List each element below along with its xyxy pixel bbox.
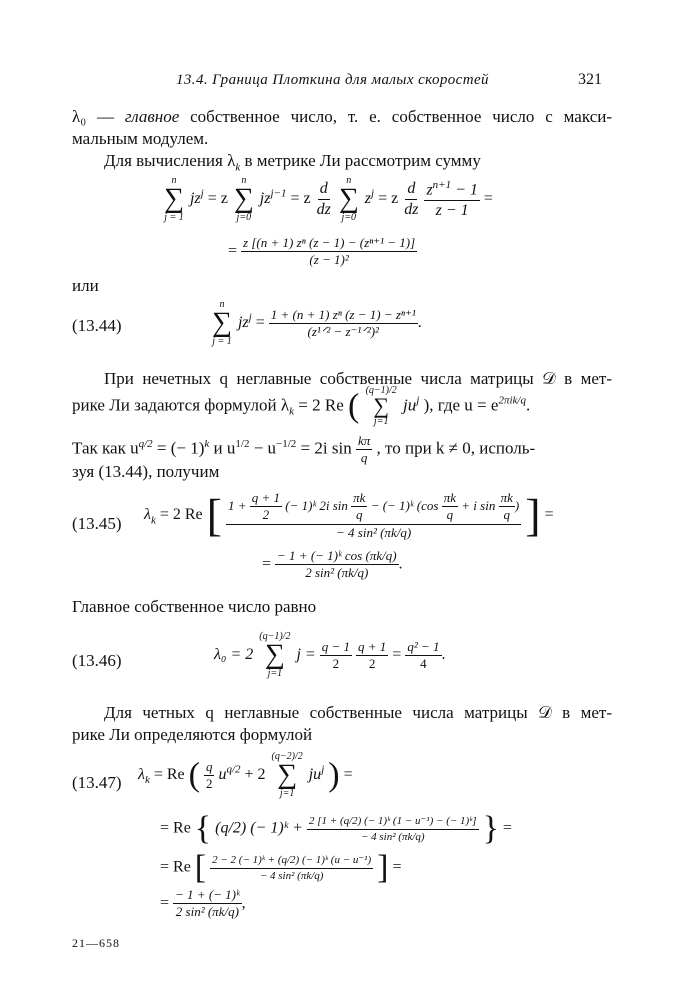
sum-equation-line-1: n ∑ j = 1 $jz^j = z$ n ∑ j=0 $jz^{j-1} = z$ $\frac{d}{dz}$ n ∑ j=0 $z^j = z$ $\frac{d}{dz}$ $\frac{z^{n+1} - 1}{z - 1}$ = <box>164 175 493 223</box>
equation-13-47-line-1: $\lambda_k = Re$ ( $\frac{q}{2}$ $u^{q/2} + 2$ (q−2)/2 ∑ j=1 $ju^j$ ) = <box>138 751 353 799</box>
equation-13-47-line-4: = $\frac{\text{− 1 + (− 1)ᵏ}}{\text{2 sin² (πk/q)}}$ , <box>160 887 246 920</box>
equation-13-45-line-1: $\lambda_k = 2$ Re [ 1 + $\frac{q + 1}{2}$ (− 1)ᵏ 2i sin $\frac{\pi k}{q}$ − (− 1)ᵏ (cos $\frac{\pi k}{q}$ + i sin $\frac{\pi k}{q}$ ) − 4 sin² (πk/q) ] = <box>144 489 554 541</box>
word-or: или <box>72 276 99 295</box>
paragraph-3-line-4: зуя (13.44), получим <box>72 462 220 481</box>
equation-label-13-45: (13.45) <box>72 514 122 533</box>
equation-13-45-line-2: = $\frac{\text{− 1 + (− 1)ᵏ cos (πk/q)}}{\text{2 sin² (πk/q)}}$ . <box>262 548 403 581</box>
paragraph-1-line-2: мальным модулем. <box>72 129 209 148</box>
paragraph-4: Главное собственное число равно <box>72 597 317 616</box>
equation-13-47-line-3: = Re [ $\frac{\text{2 − 2 (− 1)ᵏ + (q/2) (− 1)ᵏ (u − u⁻¹)}}{\text{− 4 sin² (πk/q)}}$ ] = <box>160 849 402 886</box>
signature-mark: 21—658 <box>72 936 120 950</box>
page-number: 321 <box>578 71 602 88</box>
paragraph-3-line-1: При нечетных q неглавные собственные числа матрицы 𝒟 в мет- <box>104 369 612 388</box>
equation-label-13-47: (13.47) <box>72 773 122 792</box>
paragraph-5-line-2: рике Ли определяются формулой <box>72 725 313 744</box>
paragraph-3-line-3: Так как $u^{q/2}$ = (− 1)$^k$ и $u^{1/2} - u^{-1/2} = 2i$ sin $\frac{k\pi}{q}$ , то при k ≠ 0, исполь- <box>72 433 536 466</box>
equation-label-13-46: (13.46) <box>72 651 122 670</box>
paragraph-2: Для вычисления $\lambda_k$ в метрике Ли рассмотрим сумму <box>104 151 481 174</box>
equation-13-44: n ∑ j = 1 $jz^j$ = $\frac{\text{1 + (n + 1) zⁿ (z − 1) − zⁿ⁺¹}}{\text{(z¹ᐟ² − z⁻¹ᐟ²)²}}$ . <box>212 299 422 347</box>
sum-equation-line-2: = $\frac{\text{z [(n + 1) zⁿ (z − 1) − (zⁿ⁺¹ − 1)]}}{\text{(z − 1)²}}$ <box>228 235 416 268</box>
paragraph-5-line-1: Для четных q неглавные собственные числа матрицы 𝒟 в мет- <box>104 703 612 722</box>
paragraph-1-line-1: λ₀ — главное собственное число, т. е. собственное число с макси- <box>72 107 612 126</box>
equation-13-47-line-2: = Re { (q/2) (− 1)ᵏ + $\frac{\text{2 [1 + (q/2) (− 1)ᵏ (1 − u⁻¹) − (− 1)ᵏ]}}{\text{− 4 sin² (πk/q)}}$ } = <box>160 810 512 847</box>
running-title: 13.4. Граница Плоткина для малых скоростей <box>176 72 489 88</box>
equation-13-46: λ₀ = 2 (q−1)/2 ∑ j=1 j = $\frac{q - 1}{2}$ $\frac{q + 1}{2}$ = $\frac{\text{q² − 1}}{4}$ . <box>214 631 446 679</box>
equation-label-13-44: (13.44) <box>72 316 122 335</box>
paragraph-3-line-2: рике Ли задаются формулой $\lambda_k = 2$ Re ( (q−1)/2 ∑ j=1 $ju^j$ ), где $u = e^{2\pi ik/q}$. <box>72 385 531 427</box>
